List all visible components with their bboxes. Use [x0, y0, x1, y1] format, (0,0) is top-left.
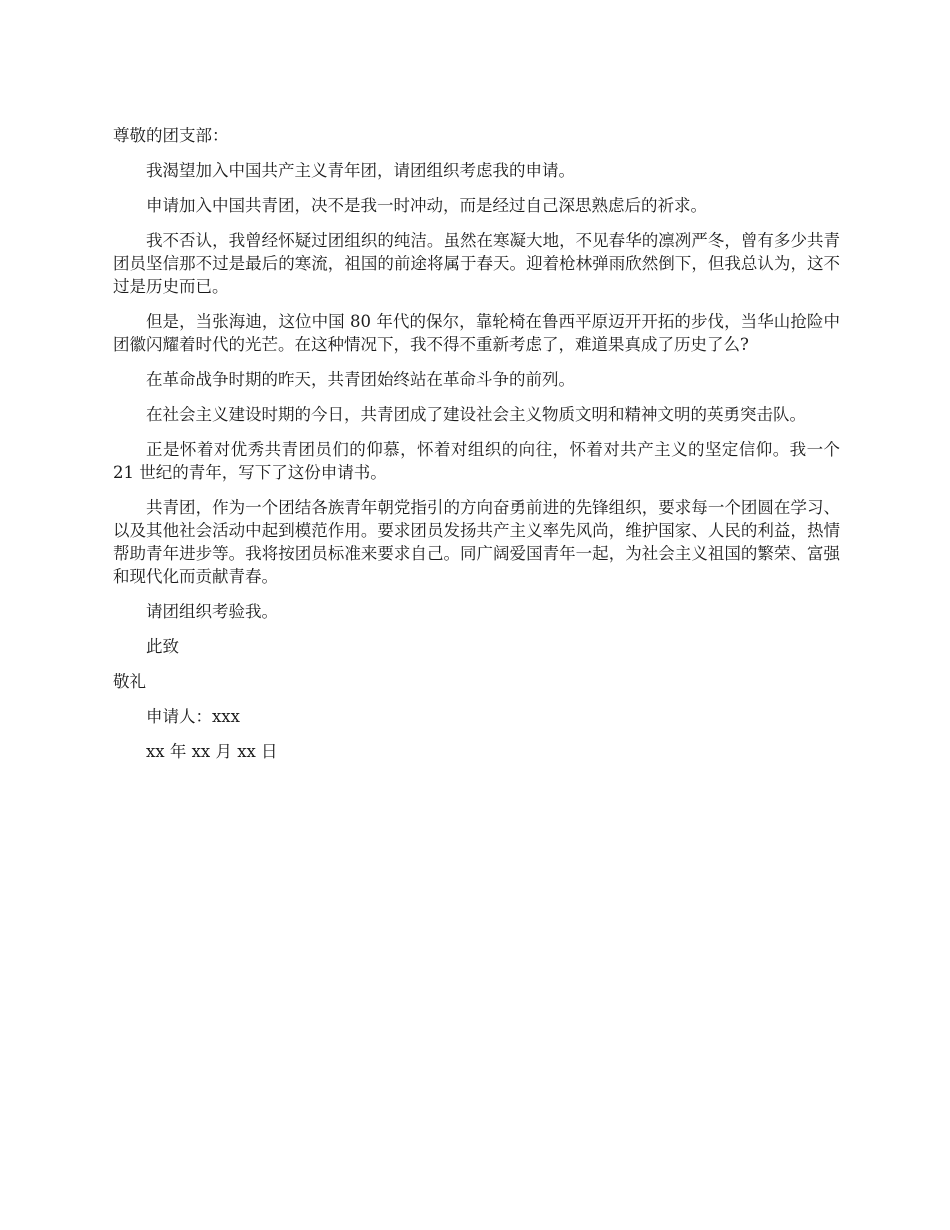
letter-date: xx 年 xx 月 xx 日: [146, 742, 278, 761]
paragraph-6: 在社会主义建设时期的今日，共青团成了建设社会主义物质文明和精神文明的英勇突击队。: [146, 405, 806, 424]
paragraph-9: 请团组织考验我。: [146, 602, 278, 621]
closing-jingli: 敬礼: [113, 672, 146, 691]
salutation: 尊敬的团支部：: [113, 126, 229, 145]
paragraph-8: 共青团，作为一个团结各族青年朝党指引的方向奋勇前进的先锋组织，要求每一个团圆在学习、以及其他社会活动中起到模范作用。要求团员发扬共产主义率先风尚，维护国家、人民的利益，热情帮助青年进步等。我将按团员标准来要求自己。同广阔爱国青年一起，为社会主义祖国的繁荣、富强和现代化而贡献青春。: [113, 498, 840, 586]
closing-cizhi: 此致: [146, 637, 179, 656]
paragraph-4: 但是，当张海迪，这位中国 80 年代的保尔，靠轮椅在鲁西平原迈开开拓的步伐，当华山抢险中团徽闪耀着时代的光芒。在这种情况下，我不得不重新考虑了，难道果真成了历史了么?: [113, 312, 840, 354]
paragraph-2: 申请加入中国共青团，决不是我一时冲动，而是经过自己深思熟虑后的祈求。: [146, 196, 707, 215]
paragraph-5: 在革命战争时期的昨天，共青团始终站在革命斗争的前列。: [146, 370, 575, 389]
paragraph-3: 我不否认，我曾经怀疑过团组织的纯洁。虽然在寒凝大地，不见春华的凛冽严冬，曾有多少共青团员坚信那不过是最后的寒流，祖国的前途将属于春天。迎着枪林弹雨欣然倒下，但我总认为，这不过是历史而已。: [113, 231, 840, 296]
paragraph-7: 正是怀着对优秀共青团员们的仰慕，怀着对组织的向往，怀着对共产主义的坚定信仰。我一个 21 世纪的青年，写下了这份申请书。: [113, 440, 840, 482]
applicant-signature: 申请人：xxx: [146, 707, 240, 726]
letter-page: [113, 124, 840, 775]
paragraph-1: 我渴望加入中国共产主义青年团，请团组织考虑我的申请。: [146, 161, 575, 180]
